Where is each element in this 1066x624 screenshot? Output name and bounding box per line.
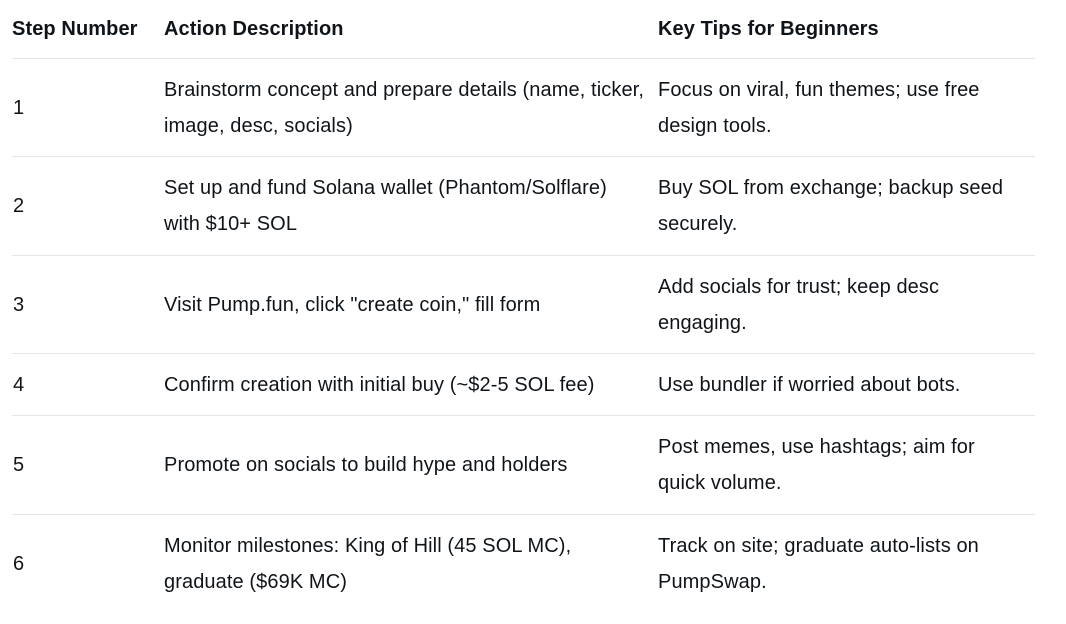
step-number-cell: 6: [13, 552, 25, 575]
action-description-cell: Visit Pump.fun, click "create coin," fill form: [164, 256, 658, 354]
key-tips-cell: Use bundler if worried about bots.: [658, 354, 1035, 416]
action-description-cell: Set up and fund Solana wallet (Phantom/Solflare) with $10+ SOL: [164, 157, 658, 256]
step-number-cell: 1: [12, 59, 164, 157]
table-row: [12, 256, 1035, 354]
steps-table-container: [12, 0, 1035, 612]
header-key-tips: Key Tips for Beginners: [658, 0, 1035, 59]
header-row: [12, 0, 1035, 59]
step-number-cell: 4: [12, 354, 164, 416]
action-description-cell: Promote on socials to build hype and holders: [164, 416, 658, 515]
table-header: [12, 0, 1035, 59]
table-row: [12, 416, 1035, 515]
step-number-cell: 2: [12, 157, 164, 256]
table-row: [12, 515, 1035, 613]
header-step-number: Step Number: [12, 0, 164, 59]
key-tips-cell: Focus on viral, fun themes; use free design tools.: [658, 59, 1035, 157]
table-row: [12, 157, 1035, 256]
table-row: [12, 354, 1035, 416]
table-row: [12, 59, 1035, 157]
key-tips-cell: Track on site; graduate auto-lists on PumpSwap.: [658, 534, 979, 593]
key-tips-cell: Post memes, use hashtags; aim for quick volume.: [658, 416, 1035, 515]
action-description-cell: Monitor milestones: King of Hill (45 SOL MC), graduate ($69K MC): [164, 534, 572, 593]
table-body: [12, 59, 1035, 613]
steps-table: [12, 0, 1035, 612]
key-tips-cell: Add socials for trust; keep desc engaging.: [658, 256, 1035, 354]
key-tips-cell: Buy SOL from exchange; backup seed securely.: [658, 157, 1035, 256]
step-number-cell: 3: [12, 256, 164, 354]
header-action-description: Action Description: [164, 0, 658, 59]
action-description-cell: Confirm creation with initial buy (~$2-5 SOL fee): [164, 354, 658, 416]
action-description-cell: Brainstorm concept and prepare details (name, ticker, image, desc, socials): [164, 59, 658, 157]
step-number-cell: 5: [12, 416, 164, 515]
